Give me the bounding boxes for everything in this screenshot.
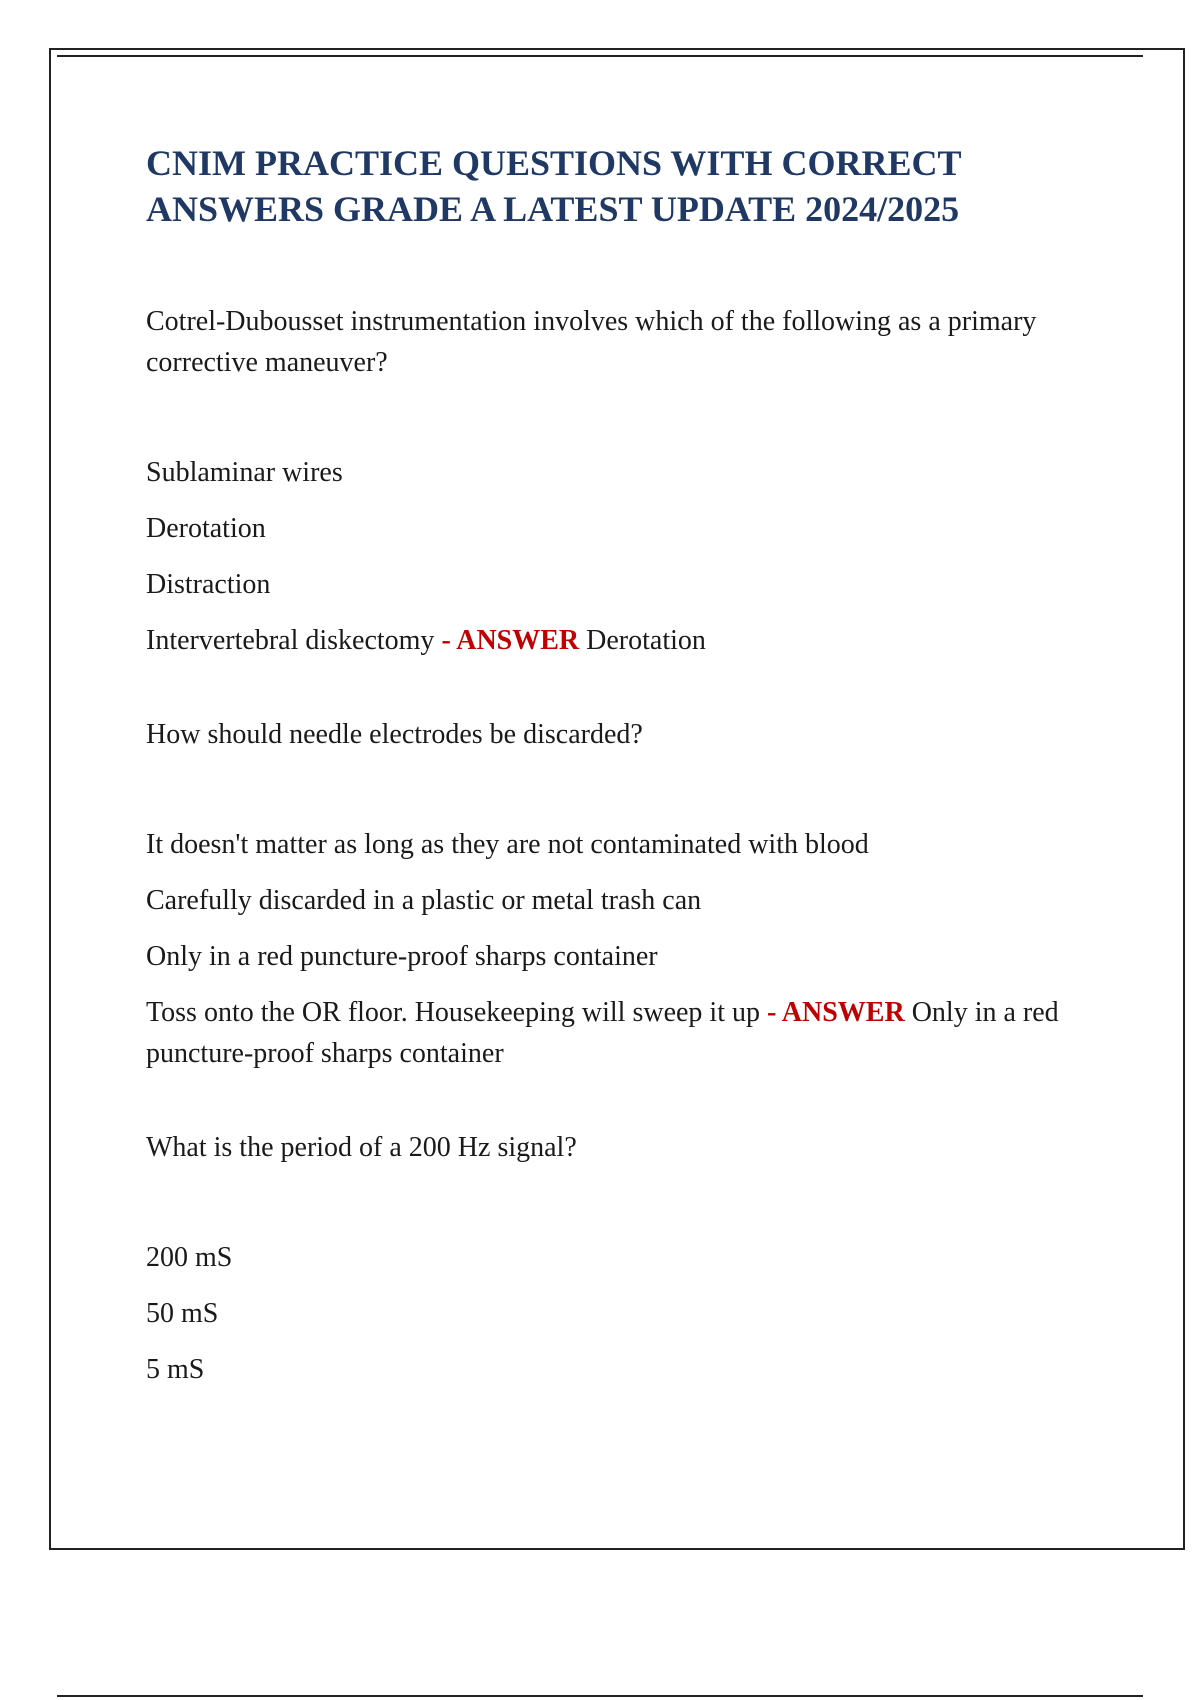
option-2d-with-answer [146,992,1106,1074]
option-2a: It doesn't matter as long as they are not contaminated with blood [146,829,869,860]
document-content [146,140,1106,1405]
bottom-rule [57,1695,1143,1697]
option-3a: 200 mS [146,1242,233,1273]
option-1d: Intervertebral diskectomy [146,625,435,656]
option-2b: Carefully discarded in a plastic or metal trash can [146,885,702,916]
option-2d: Toss onto the OR floor. Housekeeping will sweep it up [146,997,760,1028]
answer-1: Derotation [586,625,706,656]
question-2: How should needle electrodes be discarded? [146,719,643,750]
question-1: Cotrel-Dubousset instrumentation involves which of the following as a primary corrective maneuver? [146,306,1037,378]
option-1c: Distraction [146,569,271,600]
option-2c: Only in a red puncture-proof sharps container [146,941,658,972]
option-1a: Sublaminar wires [146,457,343,488]
question-2-options [146,824,1106,1074]
answer-2: Only in a red puncture-proof sharps container [146,997,1059,1069]
option-1d-with-answer [146,620,1106,661]
option-3b: 50 mS [146,1298,219,1329]
option-1b: Derotation [146,513,266,544]
question-1-options [146,452,1106,661]
answer-label: - ANSWER [441,625,580,656]
question-3: What is the period of a 200 Hz signal? [146,1132,577,1163]
answer-label: - ANSWER [766,997,905,1028]
question-3-options [146,1237,1106,1390]
document-title: CNIM PRACTICE QUESTIONS WITH CORRECT ANSWERS GRADE A LATEST UPDATE 2024/2025 [146,143,961,229]
option-3c: 5 mS [146,1354,205,1385]
